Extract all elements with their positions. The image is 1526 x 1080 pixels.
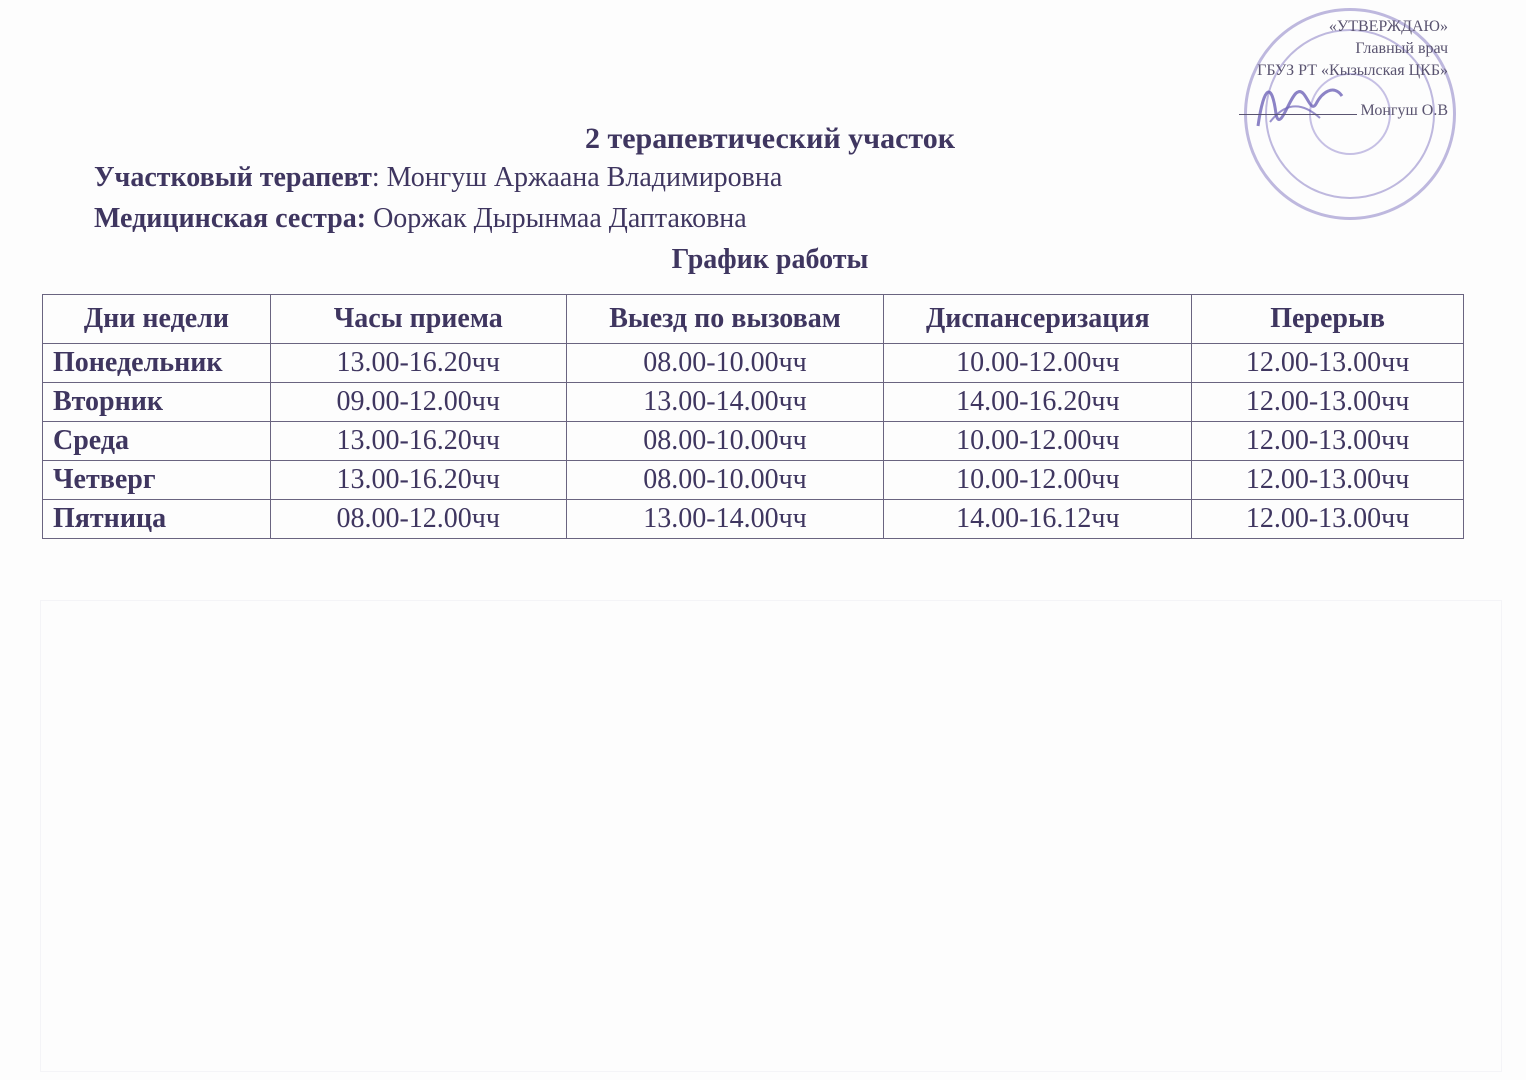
dispensary-cell: 14.00-16.12чч	[884, 500, 1192, 539]
day-cell: Вторник	[43, 383, 271, 422]
day-cell: Пятница	[43, 500, 271, 539]
house-calls-cell: 13.00-14.00чч	[566, 500, 884, 539]
reception-cell: 13.00-16.20чч	[270, 461, 566, 500]
approval-signer: Монгуш О.В	[1360, 102, 1448, 119]
therapist-line	[94, 162, 782, 194]
column-header-reception: Часы приема	[270, 295, 566, 344]
column-header-break: Перерыв	[1192, 295, 1464, 344]
approval-signature-row	[1239, 100, 1449, 122]
break-cell: 12.00-13.00чч	[1192, 383, 1464, 422]
reception-cell: 13.00-16.20чч	[270, 422, 566, 461]
day-cell: Среда	[43, 422, 271, 461]
table-header-row	[43, 295, 1464, 344]
scan-artifact	[40, 600, 1502, 1072]
break-cell: 12.00-13.00чч	[1192, 344, 1464, 383]
house-calls-cell: 08.00-10.00чч	[566, 461, 884, 500]
dispensary-cell: 14.00-16.20чч	[884, 383, 1192, 422]
dispensary-cell: 10.00-12.00чч	[884, 422, 1192, 461]
approval-block	[1239, 16, 1449, 122]
break-cell: 12.00-13.00чч	[1192, 461, 1464, 500]
approval-position: Главный врач	[1355, 40, 1448, 57]
break-cell: 12.00-13.00чч	[1192, 422, 1464, 461]
house-calls-cell: 08.00-10.00чч	[566, 422, 884, 461]
column-header-dispensary: Диспансеризация	[884, 295, 1192, 344]
therapist-label: Участковый терапевт	[94, 162, 372, 193]
approval-heading: «УТВЕРЖДАЮ»	[1328, 18, 1448, 35]
schedule-title: График работы	[671, 244, 869, 275]
schedule-table	[42, 294, 1464, 539]
house-calls-cell: 08.00-10.00чч	[566, 344, 884, 383]
dispensary-cell: 10.00-12.00чч	[884, 344, 1192, 383]
nurse-name: Ооржак Дырынмаа Даптаковна	[366, 203, 747, 234]
break-cell: 12.00-13.00чч	[1192, 500, 1464, 539]
nurse-label: Медицинская сестра:	[94, 203, 367, 234]
table-row	[43, 461, 1464, 500]
therapist-name: Монгуш Аржаана Владимировна	[379, 162, 783, 193]
page-title: 2 терапевтический участок	[584, 122, 956, 155]
column-header-days: Дни недели	[43, 295, 271, 344]
reception-cell: 13.00-16.20чч	[270, 344, 566, 383]
nurse-line	[94, 203, 747, 235]
table-row	[43, 500, 1464, 539]
table-row	[43, 383, 1464, 422]
table-row	[43, 422, 1464, 461]
house-calls-cell: 13.00-14.00чч	[566, 383, 884, 422]
dispensary-cell: 10.00-12.00чч	[884, 461, 1192, 500]
table-row	[43, 344, 1464, 383]
reception-cell: 08.00-12.00чч	[270, 500, 566, 539]
reception-cell: 09.00-12.00чч	[270, 383, 566, 422]
day-cell: Понедельник	[43, 344, 271, 383]
therapist-separator: :	[371, 162, 380, 193]
day-cell: Четверг	[43, 461, 271, 500]
signature-line	[1239, 114, 1357, 115]
column-header-house-calls: Выезд по вызовам	[566, 295, 884, 344]
approval-organization: ГБУЗ РТ «Кызылская ЦКБ»	[1257, 62, 1448, 79]
